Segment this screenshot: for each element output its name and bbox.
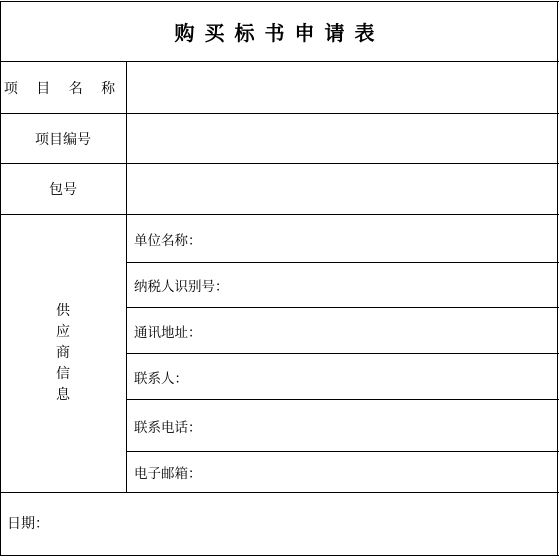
- project-number-label: 项目编号: [35, 131, 91, 148]
- table-border-bottom: [0, 555, 559, 556]
- supplier-email-field[interactable]: 电子邮箱：: [134, 466, 202, 482]
- project-number-value-cell[interactable]: [127, 114, 557, 163]
- project-name-label: 项 目 名 称: [3, 80, 123, 97]
- date-field[interactable]: 日期：: [7, 516, 49, 532]
- supplier-contact-person-field[interactable]: 联系人：: [134, 370, 188, 387]
- project-name-value-cell[interactable]: [127, 62, 557, 113]
- supplier-company-name-field[interactable]: 单位名称：: [134, 232, 202, 249]
- package-number-label: 包号: [49, 182, 77, 198]
- supplier-phone-field[interactable]: 联系电话：: [134, 419, 202, 436]
- package-number-value-cell[interactable]: [127, 164, 557, 214]
- supplier-address-field[interactable]: 通讯地址：: [134, 324, 202, 341]
- form-title: 购买标书申请表: [174, 20, 385, 45]
- supplier-taxpayer-id-field[interactable]: 纳税人识别号：: [134, 279, 229, 295]
- table-border-right: [557, 1, 558, 556]
- table-rule: [126, 353, 559, 354]
- supplier-info-label: 供应商信息: [56, 302, 70, 403]
- table-rule: [0, 492, 559, 493]
- supplier-info-label-cell: [0, 214, 126, 492]
